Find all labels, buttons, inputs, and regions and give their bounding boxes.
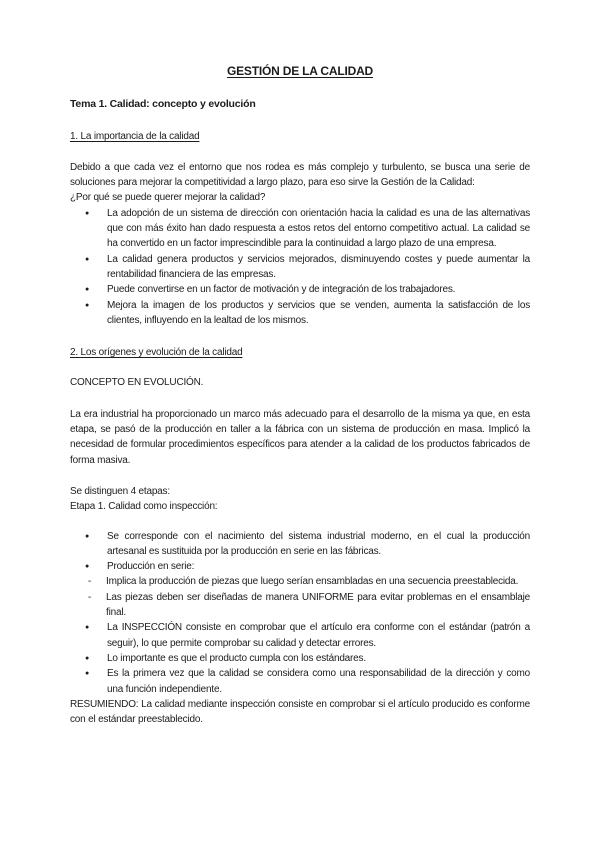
bullet-icon: ● bbox=[85, 286, 90, 294]
section1-heading: 1. La importancia de la calidad bbox=[70, 130, 200, 142]
list-item-text: Puede convertirse en un factor de motivación y de integración de los trabajadores. bbox=[107, 284, 456, 296]
stages-intro-line: Se distinguen 4 etapas: bbox=[70, 485, 170, 497]
stage1-heading-line: Etapa 1. Calidad como inspección: bbox=[70, 501, 218, 513]
list-item bbox=[70, 666, 530, 697]
list-item bbox=[70, 559, 530, 574]
bullet-icon: ● bbox=[85, 255, 90, 263]
section2-heading: 2. Los orígenes y evolución de la calidad bbox=[70, 347, 243, 359]
topic-heading: Tema 1. Calidad: concepto y evolución bbox=[70, 98, 256, 111]
section1-bullet-list bbox=[70, 206, 530, 328]
document-title: GESTIÓN DE LA CALIDAD bbox=[226, 64, 374, 78]
bullet-icon: ● bbox=[85, 301, 90, 309]
list-item-text: La adopción de un sistema de dirección con orientación hacia la calidad es una de las alternativas que con más éxito han dado respuesta a estos retos del entorno competitivo actual. La calidad se ha convertido en un factor imprescindible para la continuidad a largo plazo de una empresa. bbox=[107, 207, 530, 250]
section2-intro-paragraph: La era industrial ha proporcionado un marco más adecuado para el desarrollo de la misma ya que, en esta etapa, se pasó de la producción en taller a la fábrica con un sistema de producción en masa. Implicó la necesidad de formular procedimientos específicos para atender a la calidad de los productos fabricados de forma masiva. bbox=[70, 408, 530, 466]
bullet-icon: ● bbox=[85, 654, 90, 662]
list-item bbox=[70, 298, 530, 329]
summary-paragraph: RESUMIENDO: La calidad mediante inspección consiste en comprobar si el artículo producido es conforme con el estándar preestablecido. bbox=[70, 698, 530, 726]
list-item bbox=[70, 206, 530, 252]
list-item-text: Se corresponde con el nacimiento del sistema industrial moderno, en el cual la producción artesanal es sustituida por la producción en serie en las fábricas. bbox=[107, 530, 530, 557]
section1-intro-paragraph: Debido a que cada vez el entorno que nos rodea es más complejo y turbulento, se busca una serie de soluciones para mejorar la competitividad a largo plazo, para eso sirve la Gestión de la Calidad: bbox=[70, 161, 530, 189]
stage1-sub-bullet-list bbox=[70, 574, 530, 620]
bullet-icon: ● bbox=[85, 670, 90, 678]
list-item-text: La INSPECCIÓN consiste en comprobar que el artículo era conforme con el estándar (patrón a seguir), lo que permite comprobar su calidad y detectar errores. bbox=[107, 622, 530, 649]
stage1-bullet-list bbox=[70, 529, 530, 575]
sub-list-item bbox=[70, 590, 530, 621]
bullet-icon: ● bbox=[85, 624, 90, 632]
bullet-icon: ● bbox=[85, 209, 90, 217]
list-item bbox=[70, 252, 530, 283]
list-item bbox=[70, 620, 530, 651]
list-item bbox=[70, 651, 530, 666]
list-item-text: Producción en serie: bbox=[107, 561, 195, 573]
sub-list-item-text: Las piezas deben ser diseñadas de manera UNIFORME para evitar problemas en el ensamblaje final. bbox=[106, 591, 530, 619]
list-item-text: Mejora la imagen de los productos y servicios que se venden, aumenta la satisfacción de los clientes, influyendo en la lealtad de los mismos. bbox=[107, 299, 530, 326]
list-item bbox=[70, 529, 530, 560]
concept-line: CONCEPTO EN EVOLUCIÓN. bbox=[70, 377, 204, 389]
sub-list-item-text: Implica la producción de piezas que luego serían ensambladas en una secuencia preestablecida. bbox=[106, 576, 519, 588]
list-item-text: Lo importante es que el producto cumpla con los estándares. bbox=[107, 652, 366, 664]
bullet-icon: ● bbox=[85, 563, 90, 571]
dash-icon: - bbox=[88, 591, 92, 603]
list-item bbox=[70, 282, 530, 297]
sub-list-item bbox=[70, 574, 530, 589]
bullet-icon: ● bbox=[85, 532, 90, 540]
list-item-text: La calidad genera productos y servicios mejorados, disminuyendo costes y puede aumentar la rentabilidad financiera de las empresas. bbox=[107, 253, 530, 280]
stage1-bullet-list-continued bbox=[70, 620, 530, 696]
list-item-text: Es la primera vez que la calidad se considera como una responsabilidad de la dirección y como una función independiente. bbox=[107, 668, 530, 695]
dash-icon: - bbox=[88, 576, 92, 588]
section1-question-line: ¿Por qué se puede querer mejorar la calidad? bbox=[70, 192, 266, 204]
